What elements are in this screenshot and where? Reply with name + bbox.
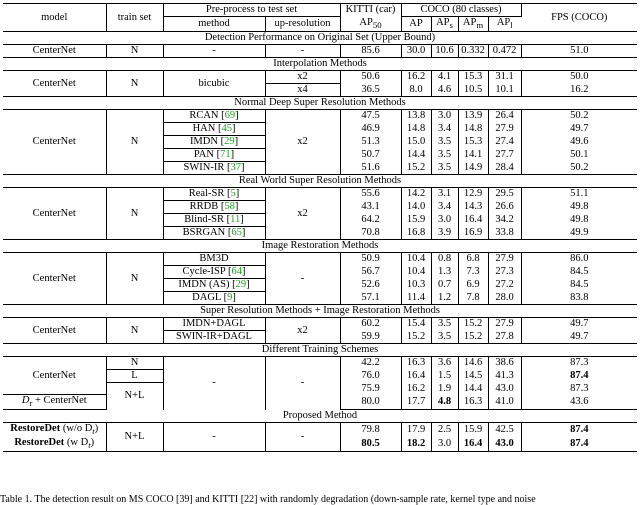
kitti-cell: 47.5 [340,110,401,123]
apl-cell: 31.1 [488,71,521,84]
apl-cell: 0.472 [488,45,521,58]
kitti-cell: 50.7 [340,149,401,162]
model-cell: CenterNet [3,357,106,395]
ap-cell: 15.0 [401,136,431,149]
fps-cell: 50.2 [521,162,637,175]
train-cell: N [106,71,163,97]
fps-cell: 50.1 [570,149,589,161]
model-cell: CenterNet [3,110,106,175]
apm-cell: 0.332 [458,45,488,58]
aps-cell: 4.6 [431,84,458,97]
kitti-cell: 80.0 [340,395,401,410]
kitti-cell: 80.5 [340,437,401,452]
section-sr-plus-restoration [3,305,637,344]
up-cell: x4 [265,84,340,97]
ap-cell: 16.2 [401,383,431,395]
aps-cell: 1.9 [431,383,458,395]
kitti-cell: 42.2 [340,357,401,370]
header-up-resolution: up-resolution [265,17,340,32]
method-cell: SWIN-IR+DAGL [163,331,265,344]
fps-cell: 43.6 [521,395,637,410]
kitti-cell: 51.3 [340,136,401,149]
model-cell: CenterNet [3,253,106,305]
section-title: Detection Performance on Original Set (Upper Bound) [3,32,637,45]
up-cell: - [265,423,340,452]
table-caption: Table 1. The detection result on MS COCO [39] and KITTI [22] with randomly degradation (down-sample rate, kernel type and noise [0,494,536,505]
aps-cell: 2.5 [431,423,458,438]
method-cell: Blind-SR [11] [163,214,265,227]
table-row [3,357,637,370]
section-title: Interpolation Methods [3,58,637,71]
train-cell: N+L [106,423,163,452]
section-real-sr [3,175,637,240]
apm-cell: 14.4 [458,383,488,395]
kitti-cell: 50.6 [340,71,401,84]
method-cell: - [163,45,265,58]
kitti-cell: 55.6 [340,188,401,201]
kitti-cell: 85.6 [340,45,401,58]
train-cell: N [106,188,163,240]
kitti-cell: 51.6 [340,162,401,175]
section-title: Real World Super Resolution Methods [3,175,637,188]
section-normal-sr [3,97,637,175]
apl-cell: 27.2 [488,279,521,292]
method-cell: BSRGAN [65] [163,227,265,240]
aps-cell: 10.6 [431,45,458,58]
kitti-cell: 43.1 [340,201,401,214]
header-method: method [163,17,265,32]
aps-cell: 3.0 [431,214,458,227]
method-cell: RCAN [69] [163,110,265,123]
apm-cell: 15.2 [458,331,488,344]
section-title-row [3,305,637,318]
aps-cell: 3.6 [431,357,458,370]
method-cell: DAGL [9] [163,292,265,305]
apl-cell: 28.4 [488,162,521,175]
up-cell: x2 [265,318,340,344]
up-cell: x2 [265,110,340,175]
model-cell: RestoreDet (w/o $D_t$) [3,423,106,438]
ap-cell: 8.0 [401,84,431,97]
fps-cell: 50.2 [570,110,589,122]
apl-cell: 41.3 [488,370,521,383]
apm-cell: 15.3 [458,136,488,149]
up-cell: x2 [265,188,340,240]
table-row [3,71,637,84]
method-cell: IMDN [29] [163,136,265,149]
train-cell: N [106,110,163,175]
apl-cell: 10.1 [488,84,521,97]
ap-cell: 10.4 [401,253,431,266]
header-train-set: train set [106,4,163,32]
apl-cell: 27.9 [488,253,521,266]
apl-cell: 43.0 [488,437,521,452]
apl-cell: 26.4 [488,110,521,123]
method-cell: IMDN+DAGL [163,318,265,331]
apm-cell: 16.4 [458,214,488,227]
fps-cell: 87.3 [570,382,589,394]
method-cell: Cycle-ISP [64] [163,266,265,279]
apm-cell: 13.9 [458,110,488,123]
table-row [3,318,637,331]
ap-cell: 15.9 [401,214,431,227]
fps-cell: 50.0 [570,71,589,83]
fps-cell: 49.7 [521,331,637,344]
method-cell: HAN [45] [163,123,265,136]
apm-cell: 16.4 [458,437,488,452]
fps-cell: 86.0 [570,253,589,265]
method-cell: PAN [71] [163,149,265,162]
aps-cell: 3.4 [431,123,458,136]
aps-cell: 3.5 [431,136,458,149]
apl-cell: 29.5 [488,188,521,201]
kitti-cell: 56.7 [340,266,401,279]
fps-cell: 49.7 [570,123,589,135]
header-kitti-ap50: $AP_{50}$ [340,17,401,32]
ap-cell: 15.2 [401,162,431,175]
section-title-row [3,97,637,110]
apl-cell: 27.7 [488,149,521,162]
section-title: Image Restoration Methods [3,240,637,253]
up-cell: x2 [265,71,340,84]
fps-cell: 87.3 [570,357,589,369]
header-coco: COCO (80 classes) [401,4,521,17]
method-cell: - [163,357,265,410]
apm-cell: 14.8 [458,123,488,136]
section-title-row [3,58,637,71]
section-title-row [3,32,637,45]
apm-cell: 14.6 [458,357,488,370]
table-row [3,253,637,266]
header-row-1 [3,4,637,17]
ap-cell: 16.2 [401,71,431,84]
ap-cell: 30.0 [401,45,431,58]
train-cell: N [106,357,163,370]
ap-cell: 17.7 [401,395,431,410]
apm-cell: 15.9 [458,423,488,438]
table-row [3,45,637,58]
kitti-cell: 57.1 [340,292,401,305]
ap-cell: 15.4 [401,318,431,331]
ap-cell: 13.8 [401,110,431,123]
kitti-cell: 75.9 [340,383,401,395]
ap-cell: 16.3 [401,357,431,370]
train-cell: N [106,253,163,305]
aps-cell: 3.5 [431,318,458,331]
results-table [3,3,637,452]
section-title: Different Training Schemes [3,344,637,357]
header-apm: $AP_m$ [458,17,488,32]
up-cell: - [265,45,340,58]
section-title-row [3,240,637,253]
apl-cell: 34.2 [488,214,521,227]
up-cell: - [265,253,340,305]
method-cell: - [163,423,265,452]
fps-cell: 51.0 [521,45,637,58]
model-cell: CenterNet [3,45,106,58]
fps-cell: 49.6 [570,136,589,148]
header-ap: AP [401,17,431,32]
fps-cell: 87.4 [521,437,637,452]
table-row [3,188,637,201]
fps-cell: 49.9 [521,227,637,240]
aps-cell: 0.7 [431,279,458,292]
kitti-cell: 70.8 [340,227,401,240]
ap-cell: 16.4 [401,370,431,383]
section-title: Normal Deep Super Resolution Methods [3,97,637,110]
ap-cell: 15.2 [401,331,431,344]
apm-cell: 14.3 [458,201,488,214]
fps-cell: 87.4 [570,370,589,382]
kitti-cell: 46.9 [340,123,401,136]
apm-cell: 6.8 [458,253,488,266]
aps-cell: 3.0 [431,110,458,123]
aps-cell: 3.0 [431,437,458,452]
model-cell: $D_r$ + CenterNet [3,395,106,410]
apm-cell: 16.9 [458,227,488,240]
method-cell: bicubic [163,71,265,97]
ap-cell: 14.0 [401,201,431,214]
section-title: Super Resolution Methods + Image Restoration Methods [3,305,637,318]
header-apl: $AP_l$ [488,17,521,32]
aps-cell: 3.5 [431,149,458,162]
aps-cell: 0.8 [431,253,458,266]
fps-cell: 16.2 [521,84,637,97]
apm-cell: 16.3 [458,395,488,410]
results-table-container [3,3,637,452]
train-cell: N [106,318,163,344]
aps-cell: 1.3 [431,266,458,279]
train-cell: L [106,370,163,383]
header-model: model [3,4,106,32]
ap-cell: 14.2 [401,188,431,201]
section-title-row [3,410,637,423]
apl-cell: 27.3 [488,266,521,279]
fps-cell: 49.7 [570,318,589,330]
method-cell: RRDB [58] [163,201,265,214]
apm-cell: 10.5 [458,84,488,97]
section-title-row [3,175,637,188]
aps-cell: 3.9 [431,227,458,240]
model-cell: RestoreDet (w $D_t$) [3,437,106,452]
aps-cell: 1.2 [431,292,458,305]
apl-cell: 33.8 [488,227,521,240]
aps-cell: 3.5 [431,162,458,175]
method-cell: Real-SR [5] [163,188,265,201]
apm-cell: 7.8 [458,292,488,305]
header-preprocess: Pre-process to test set [163,4,340,17]
fps-cell: 49.8 [570,214,589,226]
aps-cell: 3.1 [431,188,458,201]
ap-cell: 10.4 [401,266,431,279]
apl-cell: 26.6 [488,201,521,214]
ap-cell: 16.8 [401,227,431,240]
apl-cell: 41.0 [488,395,521,410]
ap-cell: 10.3 [401,279,431,292]
apl-cell: 27.9 [488,318,521,331]
kitti-cell: 79.8 [340,423,401,438]
header-kitti: KITTI (car) [340,4,401,17]
method-cell: BM3D [163,253,265,266]
model-cell: CenterNet [3,318,106,344]
apm-cell: 7.3 [458,266,488,279]
aps-cell: 3.4 [431,201,458,214]
apl-cell: 28.0 [488,292,521,305]
section-restoration [3,240,637,305]
table-row [3,110,637,123]
ap-cell: 18.2 [401,437,431,452]
ap-cell: 14.4 [401,149,431,162]
ap-cell: 17.9 [401,423,431,438]
kitti-cell: 52.6 [340,279,401,292]
header-aps: $AP_s$ [431,17,458,32]
apl-cell: 27.9 [488,123,521,136]
method-cell: IMDN (AS) [29] [163,279,265,292]
fps-cell: 51.1 [570,188,589,200]
header-fps: FPS (COCO) [521,4,637,32]
kitti-cell: 36.5 [340,84,401,97]
apl-cell: 42.5 [488,423,521,438]
aps-cell: 3.5 [431,331,458,344]
apl-cell: 27.4 [488,136,521,149]
kitti-cell: 59.9 [340,331,401,344]
apm-cell: 14.9 [458,162,488,175]
aps-cell: 4.1 [431,71,458,84]
ap-cell: 14.8 [401,123,431,136]
table-row [3,423,637,438]
fps-cell: 83.8 [521,292,637,305]
fps-cell: 84.5 [570,279,589,291]
apm-cell: 15.2 [458,318,488,331]
kitti-cell: 76.0 [340,370,401,383]
apm-cell: 15.3 [458,71,488,84]
train-cell: N+L [106,383,163,410]
kitti-cell: 64.2 [340,214,401,227]
section-title: Proposed Method [3,410,637,423]
fps-cell: 87.4 [570,424,589,436]
apm-cell: 12.9 [458,188,488,201]
section-title-row [3,344,637,357]
kitti-cell: 50.9 [340,253,401,266]
kitti-cell: 60.2 [340,318,401,331]
model-cell: CenterNet [3,188,106,240]
aps-cell: 1.5 [431,370,458,383]
model-cell: CenterNet [3,71,106,97]
method-cell: SWIN-IR [37] [163,162,265,175]
apm-cell: 6.9 [458,279,488,292]
train-cell: N [106,45,163,58]
up-cell: - [265,357,340,410]
fps-cell: 49.8 [570,201,589,213]
apl-cell: 27.8 [488,331,521,344]
ap-cell: 11.4 [401,292,431,305]
apm-cell: 14.1 [458,149,488,162]
fps-cell: 84.5 [570,266,589,278]
apm-cell: 14.5 [458,370,488,383]
aps-cell: 4.8 [431,395,458,410]
apl-cell: 38.6 [488,357,521,370]
apl-cell: 43.0 [488,383,521,395]
